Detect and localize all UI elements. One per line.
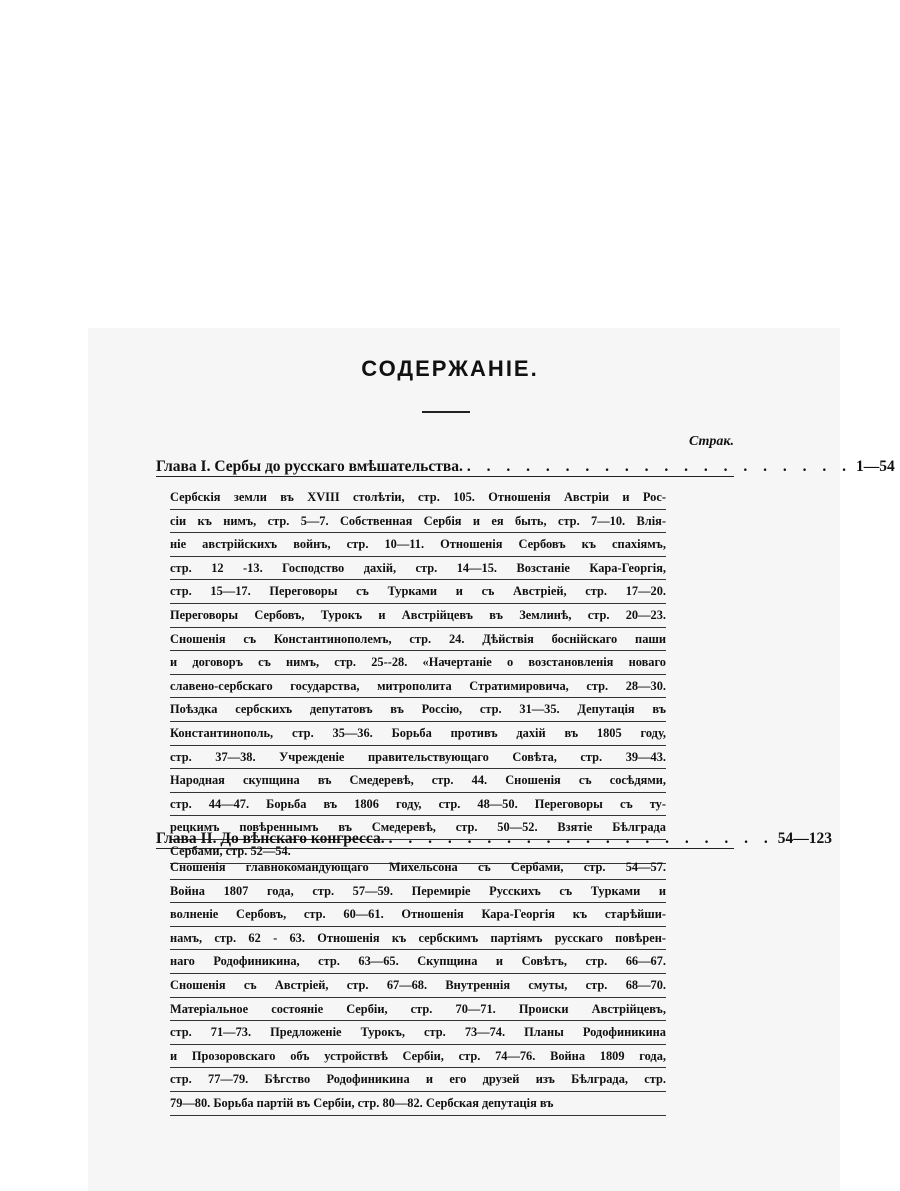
- summary-line: волненіе Сербовъ, стр. 60—61. Отношенія Кара-Георгія къ старѣйши-: [170, 903, 666, 927]
- chapter-2-heading: [156, 830, 832, 849]
- summary-line: славено-сербскаго государства, митрополита Стратимировича, стр. 28—30.: [170, 675, 666, 699]
- summary-line: Переговоры Сербовъ, Турокъ и Австрійцевъ въ Землинѣ, стр. 20—23.: [170, 604, 666, 628]
- summary-line: Сношенія съ Австріей, стр. 67—68. Внутреннія смуты, стр. 68—70.: [170, 974, 666, 998]
- summary-line: Народная скупщина въ Смедеревѣ, стр. 44. Сношенія съ сосѣдями,: [170, 769, 666, 793]
- summary-line: Матеріальное состояніе Сербіи, стр. 70—71. Происки Австрійцевъ,: [170, 998, 666, 1022]
- summary-line: намъ, стр. 62 - 63. Отношенія къ сербскимъ партіямъ русскаго повѣрен-: [170, 927, 666, 951]
- summary-line: Сношенія главнокомандующаго Михельсона съ Сербами, стр. 54—57.: [170, 856, 666, 880]
- summary-line: стр. 44—47. Борьба въ 1806 году, стр. 48—50. Переговоры съ ту-: [170, 793, 666, 817]
- chapter-1-pages: 1—54: [855, 458, 895, 475]
- summary-line: Поѣздка сербскихъ депутатовъ въ Россію, стр. 31—35. Депутація въ: [170, 698, 666, 722]
- chapter-1-title: Глава I. Сербы до русскаго вмѣшательства.: [156, 458, 463, 475]
- chapter-1-heading: [156, 458, 895, 477]
- summary-line: Сербами, стр. 52—54.: [170, 840, 666, 864]
- summary-line: стр. 71—73. Предложеніе Турокъ, стр. 73—74. Планы Родофиникина: [170, 1021, 666, 1045]
- summary-line: рецкимъ повѣреннымъ въ Смедеревѣ, стр. 50—52. Взятіе Бѣлграда: [170, 816, 666, 840]
- chapter-1-leader-dots: . . . . . . . . . . . . . . . . . . . .: [466, 458, 852, 475]
- summary-line: и Прозоровскаго объ устройствѣ Сербіи, стр. 74—76. Война 1809 года,: [170, 1045, 666, 1069]
- summary-line: наго Родофиникина, стр. 63—65. Скупщина и Совѣтъ, стр. 66—67.: [170, 950, 666, 974]
- summary-line: сіи къ нимъ, стр. 5—7. Собственная Сербія и ея быть, стр. 7—10. Влія-: [170, 510, 666, 534]
- title-rule: [422, 411, 470, 413]
- page-title: СОДЕРЖАНІЕ.: [361, 356, 539, 381]
- summary-line: Константинополь, стр. 35—36. Борьба противъ дахій въ 1805 году,: [170, 722, 666, 746]
- summary-line: стр. 12 -13. Господство дахій, стр. 14—15. Возстаніе Кара-Георгія,: [170, 557, 666, 581]
- summary-line: стр. 15—17. Переговоры съ Турками и съ Австріей, стр. 17—20.: [170, 580, 666, 604]
- chapter-2-pages: 54—123: [777, 830, 832, 847]
- chapter-2-title: Глава II. До вѣнскаго конгресса.: [156, 830, 385, 847]
- page-column-label: Страк.: [688, 434, 734, 449]
- summary-line: Сношенія съ Константинополемъ, стр. 24. Дѣйствія боснійскаго паши: [170, 628, 666, 652]
- summary-line: 79—80. Борьба партій въ Сербіи, стр. 80—82. Сербская депутація въ: [170, 1092, 666, 1116]
- chapter-1-summary: [170, 486, 666, 864]
- summary-line: и договоръ съ нимъ, стр. 25--28. «Начертаніе о возстановленія новаго: [170, 651, 666, 675]
- summary-line: стр. 77—79. Бѣгство Родофиникина и его друзей изъ Бѣлграда, стр.: [170, 1068, 666, 1092]
- summary-line: ніе австрійскихъ войнъ, стр. 10—11. Отношенія Сербовъ къ спахіямъ,: [170, 533, 666, 557]
- summary-line: Сербскія земли въ XVIII столѣтіи, стр. 105. Отношенія Австріи и Рос-: [170, 486, 666, 510]
- chapter-2-summary: [170, 856, 666, 1116]
- summary-line: Война 1807 года, стр. 57—59. Перемиріе Русскихъ съ Турками и: [170, 880, 666, 904]
- chapter-2-leader-dots: . . . . . . . . . . . . . . . . . . . .: [388, 830, 774, 847]
- summary-line: стр. 37—38. Учрежденіе правительствующаго Совѣта, стр. 39—43.: [170, 746, 666, 770]
